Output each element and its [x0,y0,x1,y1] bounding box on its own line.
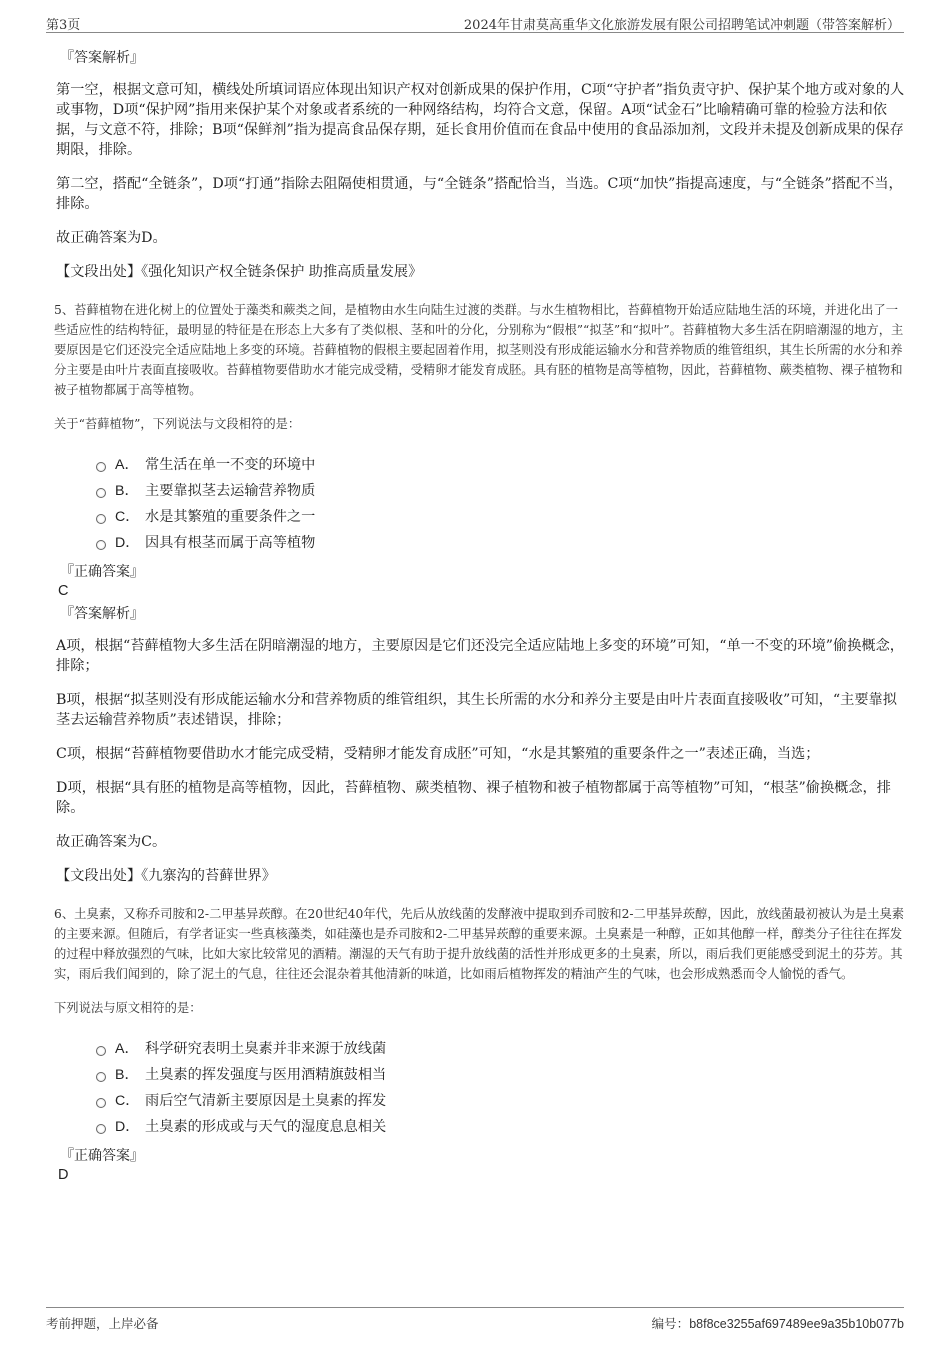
option-c[interactable]: C． 雨后空气清新主要原因是土臭素的挥发 [96,1088,906,1114]
analysis-tag: 『答案解析』 [60,50,144,66]
option-c[interactable]: C． 水是其繁殖的重要条件之一 [96,504,906,530]
analysis-paragraph: B项，根据“拟茎则没有形成能运输水分和营养物质的维管组织，其生长所需的水分和养分主要是由叶片表面直接吸收”可知，“主要靠拟茎去运输营养物质”表述错误，排除； [56,692,897,728]
source-citation: 【文段出处】《强化知识产权全链条保护 助推高质量发展》 [56,264,423,280]
page-footer [46,1307,904,1332]
correct-answer-tag: 『正确答案』 [60,1148,144,1164]
code-value: b8f8ce3255af697489ee9a35b10b077b [689,1317,904,1331]
analysis-paragraph: 第一空，根据文意可知，横线处所填词语应体现出知识产权对创新成果的保护作用，C项“守护者”指负责守护、保护某个地方或对象的人或事物，D项“保护网”指用来保护某个对象或者系统的一种网络结构，均符合文意，保留。A项“试金石”比喻精确可靠的检验方法和依据，与文意不符，排除；B项“保鲜剂”指为提高食品保存期，延长食用价值而在食品中使用的食品添加剂，文段并未提及创新成果的保存期限，排除。 [56,82,905,158]
radio-icon[interactable] [96,540,106,550]
option-b[interactable]: B． 主要靠拟茎去运输营养物质 [96,478,906,504]
analysis-paragraph: A项，根据“苔藓植物大多生活在阴暗潮湿的地方，主要原因是它们还没完全适应陆地上多变的环境”可知，“单一不变的环境”偷换概念，排除； [56,638,904,674]
question-6-text: 6、土臭素，又称乔司胺和2-二甲基异莰醇。在20世纪40年代，先后从放线菌的发酵液中提取到乔司胺和2-二甲基异莰醇，因此，放线菌最初被认为是土臭素的主要来源。但随后，有学者证实一些真核藻类，如硅藻也是乔司胺和2-二甲基异莰醇的重要来源。土臭素是一种醇，正如其他醇一样，醇类分子往往在挥发的过程中释放强烈的气味，比如大家比较常见的酒精。潮湿的天气有助于提升放线菌的活性并形成更多的土臭素，所以，雨后我们更能感受到泥土的芬芳。其实，雨后我们闻到的，除了泥土的气息，往往还会混杂着其他清新的味道，比如雨后植物挥发的精油产生的气味，也会形成熟悉而令人愉悦的香气。 [54,907,905,981]
question-5-options [96,452,906,556]
radio-icon[interactable] [96,1072,106,1082]
correct-answer: D [58,1167,69,1183]
option-d[interactable]: D． 因具有根茎而属于高等植物 [96,530,906,556]
analysis-paragraph: C项，根据“苔藓植物要借助水才能完成受精，受精卵才能发育成胚”可知，“水是其繁殖的重要条件之一”表述正确，当选； [56,746,820,762]
page-header [46,14,904,33]
question-5-text: 5、苔藓植物在进化树上的位置处于藻类和蕨类之间，是植物由水生向陆生过渡的类群。与水生植物相比，苔藓植物开始适应陆地生活的环境，并进化出了一些适应性的结构特征，最明显的特征是在形态上大多有了类似根、茎和叶的分化，分别称为“假根”“拟茎”和“拟叶”。苔藓植物大多生活在阴暗潮湿的地方，主要原因是它们还没完全适应陆地上多变的环境。苔藓植物的假根主要起固着作用，拟茎则没有形成能运输水分和营养物质的维管组织，其生长所需的水分和养分主要是由叶片表面直接吸收。苔藓植物要借助水才能完成受精，受精卵才能发育成胚。具有胚的植物是高等植物，因此，苔藓植物、蕨类植物、裸子植物和被子植物都属于高等植物。 [54,303,904,397]
question-5-prompt: 关于“苔藓植物”，下列说法与文段相符的是： [54,417,301,431]
question-6-prompt: 下列说法与原文相符的是： [54,1001,202,1015]
option-d[interactable]: D． 土臭素的形成或与天气的湿度息息相关 [96,1114,906,1140]
option-b[interactable]: B． 土臭素的挥发强度与医用酒精旗鼓相当 [96,1062,906,1088]
analysis-tag: 『答案解析』 [60,606,144,622]
correct-answer: C [58,583,69,599]
option-a[interactable]: A． 常生活在单一不变的环境中 [96,452,906,478]
analysis-paragraph: 故正确答案为D。 [56,230,167,246]
code-label: 编号： [651,1316,690,1331]
correct-answer-tag: 『正确答案』 [60,564,144,580]
page-content [56,48,906,1184]
source-citation: 【文段出处】《九寨沟的苔藓世界》 [56,868,276,884]
page-number: 第3页 [46,18,81,33]
question-6-options [96,1036,906,1140]
radio-icon[interactable] [96,1046,106,1056]
radio-icon[interactable] [96,462,106,472]
analysis-paragraph: D项，根据“具有胚的植物是高等植物，因此，苔藓植物、蕨类植物、裸子植物和被子植物都属于高等植物”可知，“根茎”偷换概念，排除。 [56,780,891,816]
radio-icon[interactable] [96,514,106,524]
option-a[interactable]: A． 科学研究表明土臭素并非来源于放线菌 [96,1036,906,1062]
document-title: 2024年甘肃莫高重华文化旅游发展有限公司招聘笔试冲刺题（带答案解析） [463,18,900,33]
radio-icon[interactable] [96,488,106,498]
analysis-paragraph: 第二空，搭配“全链条”，D项“打通”指除去阻隔使相贯通，与“全链条”搭配恰当，当选。C项“加快”指提高速度，与“全链条”搭配不当，排除。 [56,176,903,212]
footer-slogan: 考前押题，上岸必备 [46,1316,159,1331]
radio-icon[interactable] [96,1124,106,1134]
analysis-paragraph: 故正确答案为C。 [56,834,167,850]
document-code [652,1314,904,1332]
radio-icon[interactable] [96,1098,106,1108]
